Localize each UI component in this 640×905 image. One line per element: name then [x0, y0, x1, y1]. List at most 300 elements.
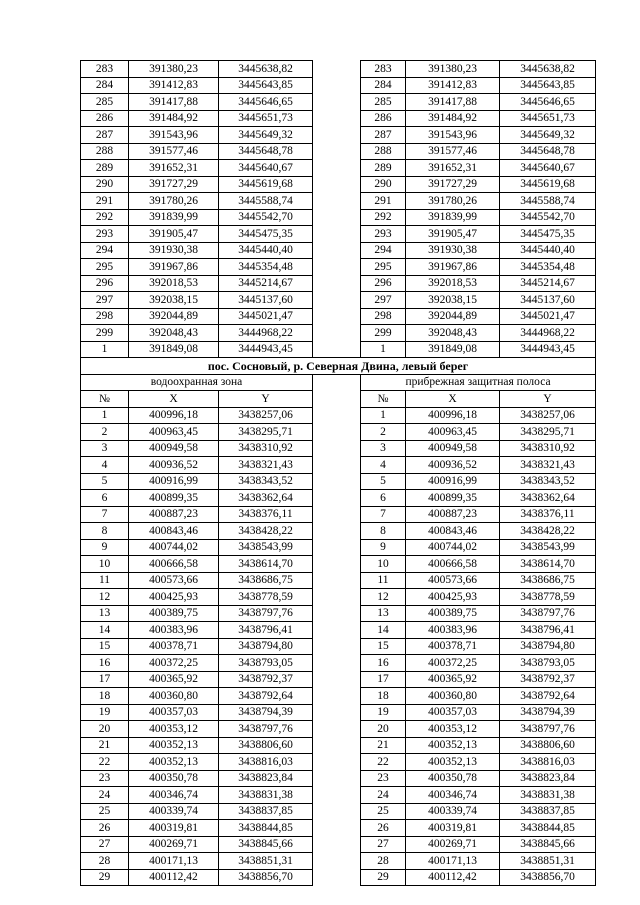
table-row — [81, 589, 596, 606]
right-cell-y: 3438793,05 — [500, 655, 596, 672]
gap-cell — [313, 308, 361, 325]
right-cell-y: 3438794,39 — [500, 704, 596, 721]
right-cell-x: 391930,38 — [406, 242, 500, 259]
right-cell-x: 400378,71 — [406, 638, 500, 655]
right-cell-no: 20 — [361, 721, 406, 738]
right-cell-y: 3438792,37 — [500, 671, 596, 688]
gap-cell — [313, 506, 361, 523]
left-cell-y: 3445588,74 — [219, 193, 313, 210]
left-cell-y: 3438792,37 — [219, 671, 313, 688]
gap-cell — [313, 374, 361, 391]
table-row — [81, 407, 596, 424]
gap-cell — [313, 820, 361, 837]
left-cell-no: 3 — [81, 440, 129, 457]
right-cell-x: 400963,45 — [406, 424, 500, 441]
right-cell-no: 285 — [361, 94, 406, 111]
left-cell-x: 400352,13 — [129, 737, 219, 754]
table-row — [81, 638, 596, 655]
left-cell-no: 23 — [81, 770, 129, 787]
gap-cell — [313, 473, 361, 490]
table-row — [81, 259, 596, 276]
right-cell-no: 14 — [361, 622, 406, 639]
table-row — [81, 325, 596, 342]
right-cell-no: 289 — [361, 160, 406, 177]
right-cell-x: 400171,13 — [406, 853, 500, 870]
right-cell-y: 3438614,70 — [500, 556, 596, 573]
right-cell-y: 3438543,99 — [500, 539, 596, 556]
gap-cell — [313, 424, 361, 441]
right-cell-y: 3445640,67 — [500, 160, 596, 177]
table-row — [81, 820, 596, 837]
left-cell-x: 400350,78 — [129, 770, 219, 787]
left-cell-x: 400112,42 — [129, 869, 219, 886]
gap-cell — [313, 193, 361, 210]
gap-cell — [313, 523, 361, 540]
left-cell-y: 3438428,22 — [219, 523, 313, 540]
left-cell-y: 3438794,80 — [219, 638, 313, 655]
bottom-section — [81, 407, 596, 886]
gap-cell — [313, 209, 361, 226]
section-title: пос. Сосновый, р. Северная Двина, левый берег — [81, 358, 596, 375]
left-cell-y: 3438792,64 — [219, 688, 313, 705]
left-cell-x: 391543,96 — [129, 127, 219, 144]
gap-cell — [313, 94, 361, 111]
right-cell-no: 1 — [361, 341, 406, 358]
right-cell-x: 400949,58 — [406, 440, 500, 457]
table-row — [81, 292, 596, 309]
right-cell-no: 291 — [361, 193, 406, 210]
left-cell-no: 289 — [81, 160, 129, 177]
right-cell-y: 3438295,71 — [500, 424, 596, 441]
right-cell-no: 297 — [361, 292, 406, 309]
right-cell-y: 3438837,85 — [500, 803, 596, 820]
gap-cell — [313, 242, 361, 259]
zone-row — [81, 374, 596, 391]
left-cell-no: 285 — [81, 94, 129, 111]
left-cell-y: 3445021,47 — [219, 308, 313, 325]
right-cell-no: 10 — [361, 556, 406, 573]
right-cell-y: 3445638,82 — [500, 61, 596, 78]
gap-cell — [313, 391, 361, 408]
gap-cell — [313, 638, 361, 655]
right-cell-y: 3445648,78 — [500, 143, 596, 160]
left-cell-x: 400389,75 — [129, 605, 219, 622]
left-cell-y: 3438310,92 — [219, 440, 313, 457]
left-cell-no: 296 — [81, 275, 129, 292]
left-cell-y: 3438343,52 — [219, 473, 313, 490]
table-row — [81, 622, 596, 639]
right-cell-x: 400744,02 — [406, 539, 500, 556]
left-cell-x: 400365,92 — [129, 671, 219, 688]
left-cell-x: 391839,99 — [129, 209, 219, 226]
left-cell-no: 14 — [81, 622, 129, 639]
table-row — [81, 655, 596, 672]
left-cell-x: 392038,15 — [129, 292, 219, 309]
right-cell-x: 391577,46 — [406, 143, 500, 160]
right-cell-no: 16 — [361, 655, 406, 672]
right-cell-x: 400916,99 — [406, 473, 500, 490]
left-cell-x: 400357,03 — [129, 704, 219, 721]
right-cell-no: 287 — [361, 127, 406, 144]
left-cell-y: 3438797,76 — [219, 721, 313, 738]
table-row — [81, 688, 596, 705]
right-cell-x: 400573,66 — [406, 572, 500, 589]
right-cell-x: 400372,25 — [406, 655, 500, 672]
left-cell-no: 13 — [81, 605, 129, 622]
right-cell-y: 3438257,06 — [500, 407, 596, 424]
right-cell-x: 400996,18 — [406, 407, 500, 424]
right-cell-no: 7 — [361, 506, 406, 523]
left-cell-x: 391417,88 — [129, 94, 219, 111]
left-cell-x: 400269,71 — [129, 836, 219, 853]
left-cell-no: 292 — [81, 209, 129, 226]
left-cell-x: 400378,71 — [129, 638, 219, 655]
left-cell-x: 400573,66 — [129, 572, 219, 589]
column-header-row — [81, 391, 596, 408]
left-cell-no: 8 — [81, 523, 129, 540]
right-cell-no: 288 — [361, 143, 406, 160]
right-cell-y: 3438794,80 — [500, 638, 596, 655]
right-cell-x: 400360,80 — [406, 688, 500, 705]
right-cell-y: 3438844,85 — [500, 820, 596, 837]
table-row — [81, 869, 596, 886]
right-cell-no: 17 — [361, 671, 406, 688]
left-cell-no: 20 — [81, 721, 129, 738]
right-cell-x: 400936,52 — [406, 457, 500, 474]
left-cell-no: 295 — [81, 259, 129, 276]
right-header-x: X — [406, 391, 500, 408]
left-cell-y: 3438816,03 — [219, 754, 313, 771]
right-cell-y: 3438856,70 — [500, 869, 596, 886]
gap-cell — [313, 325, 361, 342]
left-cell-no: 11 — [81, 572, 129, 589]
coordinates-table — [80, 60, 596, 886]
gap-cell — [313, 787, 361, 804]
right-cell-y: 3438792,64 — [500, 688, 596, 705]
right-cell-no: 2 — [361, 424, 406, 441]
right-cell-x: 400269,71 — [406, 836, 500, 853]
table-row — [81, 176, 596, 193]
gap-cell — [313, 836, 361, 853]
right-cell-y: 3445619,68 — [500, 176, 596, 193]
right-cell-y: 3445440,40 — [500, 242, 596, 259]
table-row — [81, 209, 596, 226]
left-cell-y: 3445542,70 — [219, 209, 313, 226]
gap-cell — [313, 292, 361, 309]
right-cell-no: 1 — [361, 407, 406, 424]
gap-cell — [313, 539, 361, 556]
left-cell-x: 400843,46 — [129, 523, 219, 540]
right-cell-y: 3438806,60 — [500, 737, 596, 754]
left-header-y: Y — [219, 391, 313, 408]
left-cell-y: 3445137,60 — [219, 292, 313, 309]
left-cell-no: 27 — [81, 836, 129, 853]
left-cell-x: 400346,74 — [129, 787, 219, 804]
right-cell-y: 3438823,84 — [500, 770, 596, 787]
table-row — [81, 787, 596, 804]
gap-cell — [313, 655, 361, 672]
right-cell-no: 28 — [361, 853, 406, 870]
right-cell-no: 290 — [361, 176, 406, 193]
left-cell-y: 3438844,85 — [219, 820, 313, 837]
left-cell-y: 3445651,73 — [219, 110, 313, 127]
right-cell-no: 5 — [361, 473, 406, 490]
left-cell-y: 3438376,11 — [219, 506, 313, 523]
right-cell-y: 3438362,64 — [500, 490, 596, 507]
left-cell-no: 297 — [81, 292, 129, 309]
right-cell-no: 12 — [361, 589, 406, 606]
right-cell-x: 391652,31 — [406, 160, 500, 177]
right-cell-x: 391543,96 — [406, 127, 500, 144]
left-cell-y: 3438295,71 — [219, 424, 313, 441]
right-cell-y: 3438343,52 — [500, 473, 596, 490]
right-cell-x: 400352,13 — [406, 754, 500, 771]
table-row — [81, 424, 596, 441]
left-cell-y: 3438543,99 — [219, 539, 313, 556]
left-cell-x: 400899,35 — [129, 490, 219, 507]
table-row — [81, 572, 596, 589]
right-cell-x: 391484,92 — [406, 110, 500, 127]
gap-cell — [313, 770, 361, 787]
left-cell-y: 3438806,60 — [219, 737, 313, 754]
left-zone-label: водоохранная зона — [81, 374, 313, 391]
right-header-y: Y — [500, 391, 596, 408]
left-cell-no: 288 — [81, 143, 129, 160]
right-cell-y: 3445542,70 — [500, 209, 596, 226]
right-cell-y: 3445475,35 — [500, 226, 596, 243]
left-cell-x: 400916,99 — [129, 473, 219, 490]
right-cell-y: 3438310,92 — [500, 440, 596, 457]
table-row — [81, 523, 596, 540]
table-row — [81, 110, 596, 127]
left-cell-x: 400996,18 — [129, 407, 219, 424]
coordinates-document — [80, 60, 595, 886]
gap-cell — [313, 704, 361, 721]
left-cell-no: 294 — [81, 242, 129, 259]
left-cell-y: 3438837,85 — [219, 803, 313, 820]
right-cell-x: 400357,03 — [406, 704, 500, 721]
right-cell-no: 18 — [361, 688, 406, 705]
right-cell-x: 391727,29 — [406, 176, 500, 193]
right-header-no: № — [361, 391, 406, 408]
gap-cell — [313, 869, 361, 886]
right-cell-x: 391380,23 — [406, 61, 500, 78]
left-cell-x: 400171,13 — [129, 853, 219, 870]
left-cell-y: 3445619,68 — [219, 176, 313, 193]
table-row — [81, 671, 596, 688]
left-cell-x: 392048,43 — [129, 325, 219, 342]
right-cell-y: 3445651,73 — [500, 110, 596, 127]
left-cell-no: 22 — [81, 754, 129, 771]
right-cell-no: 27 — [361, 836, 406, 853]
left-cell-x: 400936,52 — [129, 457, 219, 474]
right-cell-x: 392038,15 — [406, 292, 500, 309]
left-cell-no: 284 — [81, 77, 129, 94]
left-cell-y: 3438362,64 — [219, 490, 313, 507]
right-cell-x: 392048,43 — [406, 325, 500, 342]
table-row — [81, 737, 596, 754]
right-cell-x: 400339,74 — [406, 803, 500, 820]
right-cell-y: 3445588,74 — [500, 193, 596, 210]
table-row — [81, 473, 596, 490]
left-cell-no: 290 — [81, 176, 129, 193]
right-cell-y: 3438845,66 — [500, 836, 596, 853]
right-cell-y: 3445021,47 — [500, 308, 596, 325]
left-cell-y: 3445648,78 — [219, 143, 313, 160]
left-cell-no: 17 — [81, 671, 129, 688]
table-row — [81, 308, 596, 325]
gap-cell — [313, 110, 361, 127]
left-cell-x: 400887,23 — [129, 506, 219, 523]
table-row — [81, 457, 596, 474]
right-cell-no: 6 — [361, 490, 406, 507]
left-cell-x: 400383,96 — [129, 622, 219, 639]
right-cell-x: 391780,26 — [406, 193, 500, 210]
right-cell-no: 23 — [361, 770, 406, 787]
table-row — [81, 605, 596, 622]
top-section — [81, 61, 596, 358]
right-cell-no: 284 — [361, 77, 406, 94]
left-cell-no: 299 — [81, 325, 129, 342]
left-cell-x: 400360,80 — [129, 688, 219, 705]
left-cell-no: 291 — [81, 193, 129, 210]
right-cell-x: 391417,88 — [406, 94, 500, 111]
left-cell-x: 392018,53 — [129, 275, 219, 292]
right-cell-no: 299 — [361, 325, 406, 342]
gap-cell — [313, 77, 361, 94]
right-cell-y: 3438851,31 — [500, 853, 596, 870]
right-cell-no: 22 — [361, 754, 406, 771]
right-cell-x: 400353,12 — [406, 721, 500, 738]
right-cell-y: 3438321,43 — [500, 457, 596, 474]
right-cell-x: 392044,89 — [406, 308, 500, 325]
left-cell-x: 391412,83 — [129, 77, 219, 94]
right-cell-y: 3438376,11 — [500, 506, 596, 523]
gap-cell — [313, 572, 361, 589]
right-cell-y: 3438797,76 — [500, 721, 596, 738]
gap-cell — [313, 440, 361, 457]
right-cell-y: 3438816,03 — [500, 754, 596, 771]
left-cell-x: 400963,45 — [129, 424, 219, 441]
table-row — [81, 440, 596, 457]
left-cell-no: 15 — [81, 638, 129, 655]
right-cell-x: 400350,78 — [406, 770, 500, 787]
left-cell-no: 7 — [81, 506, 129, 523]
table-row — [81, 490, 596, 507]
gap-cell — [313, 160, 361, 177]
left-cell-no: 298 — [81, 308, 129, 325]
right-cell-no: 296 — [361, 275, 406, 292]
left-cell-y: 3444968,22 — [219, 325, 313, 342]
right-cell-no: 298 — [361, 308, 406, 325]
left-cell-x: 400425,93 — [129, 589, 219, 606]
left-cell-x: 391930,38 — [129, 242, 219, 259]
left-cell-y: 3445646,65 — [219, 94, 313, 111]
left-cell-y: 3438797,76 — [219, 605, 313, 622]
table-row — [81, 127, 596, 144]
left-cell-y: 3445214,67 — [219, 275, 313, 292]
gap-cell — [313, 341, 361, 358]
left-cell-x: 391849,08 — [129, 341, 219, 358]
left-cell-no: 28 — [81, 853, 129, 870]
gap-cell — [313, 143, 361, 160]
right-cell-x: 391905,47 — [406, 226, 500, 243]
right-cell-x: 391412,83 — [406, 77, 500, 94]
right-cell-no: 293 — [361, 226, 406, 243]
right-cell-x: 400389,75 — [406, 605, 500, 622]
left-cell-no: 4 — [81, 457, 129, 474]
left-cell-y: 3438794,39 — [219, 704, 313, 721]
gap-cell — [313, 754, 361, 771]
right-cell-x: 392018,53 — [406, 275, 500, 292]
right-cell-x: 400112,42 — [406, 869, 500, 886]
gap-cell — [313, 61, 361, 78]
left-cell-y: 3438796,41 — [219, 622, 313, 639]
left-cell-x: 391577,46 — [129, 143, 219, 160]
left-cell-no: 10 — [81, 556, 129, 573]
gap-cell — [313, 226, 361, 243]
right-cell-y: 3438778,59 — [500, 589, 596, 606]
right-cell-y: 3444968,22 — [500, 325, 596, 342]
left-cell-x: 400319,81 — [129, 820, 219, 837]
left-cell-no: 12 — [81, 589, 129, 606]
gap-cell — [313, 407, 361, 424]
left-cell-y: 3444943,45 — [219, 341, 313, 358]
table-row — [81, 94, 596, 111]
gap-cell — [313, 605, 361, 622]
left-cell-no: 1 — [81, 407, 129, 424]
left-cell-x: 400352,13 — [129, 754, 219, 771]
table-row — [81, 242, 596, 259]
left-cell-x: 400949,58 — [129, 440, 219, 457]
gap-cell — [313, 275, 361, 292]
right-cell-x: 400383,96 — [406, 622, 500, 639]
right-cell-y: 3438831,38 — [500, 787, 596, 804]
right-cell-no: 292 — [361, 209, 406, 226]
left-cell-x: 400744,02 — [129, 539, 219, 556]
left-cell-no: 9 — [81, 539, 129, 556]
gap-cell — [313, 688, 361, 705]
right-cell-x: 400843,46 — [406, 523, 500, 540]
right-cell-y: 3438797,76 — [500, 605, 596, 622]
table-row — [81, 853, 596, 870]
right-cell-x: 400899,35 — [406, 490, 500, 507]
left-cell-y: 3438856,70 — [219, 869, 313, 886]
right-cell-no: 11 — [361, 572, 406, 589]
table-row — [81, 226, 596, 243]
right-cell-y: 3445643,85 — [500, 77, 596, 94]
left-cell-y: 3445643,85 — [219, 77, 313, 94]
right-cell-no: 295 — [361, 259, 406, 276]
right-cell-no: 26 — [361, 820, 406, 837]
left-cell-no: 6 — [81, 490, 129, 507]
table-row — [81, 193, 596, 210]
gap-cell — [313, 127, 361, 144]
gap-cell — [313, 737, 361, 754]
left-cell-no: 21 — [81, 737, 129, 754]
table-row — [81, 61, 596, 78]
right-cell-x: 400346,74 — [406, 787, 500, 804]
right-cell-y: 3445137,60 — [500, 292, 596, 309]
left-cell-x: 391905,47 — [129, 226, 219, 243]
table-row — [81, 704, 596, 721]
right-cell-x: 391967,86 — [406, 259, 500, 276]
table-row — [81, 556, 596, 573]
left-cell-x: 391967,86 — [129, 259, 219, 276]
right-cell-no: 21 — [361, 737, 406, 754]
left-cell-no: 24 — [81, 787, 129, 804]
left-cell-no: 287 — [81, 127, 129, 144]
